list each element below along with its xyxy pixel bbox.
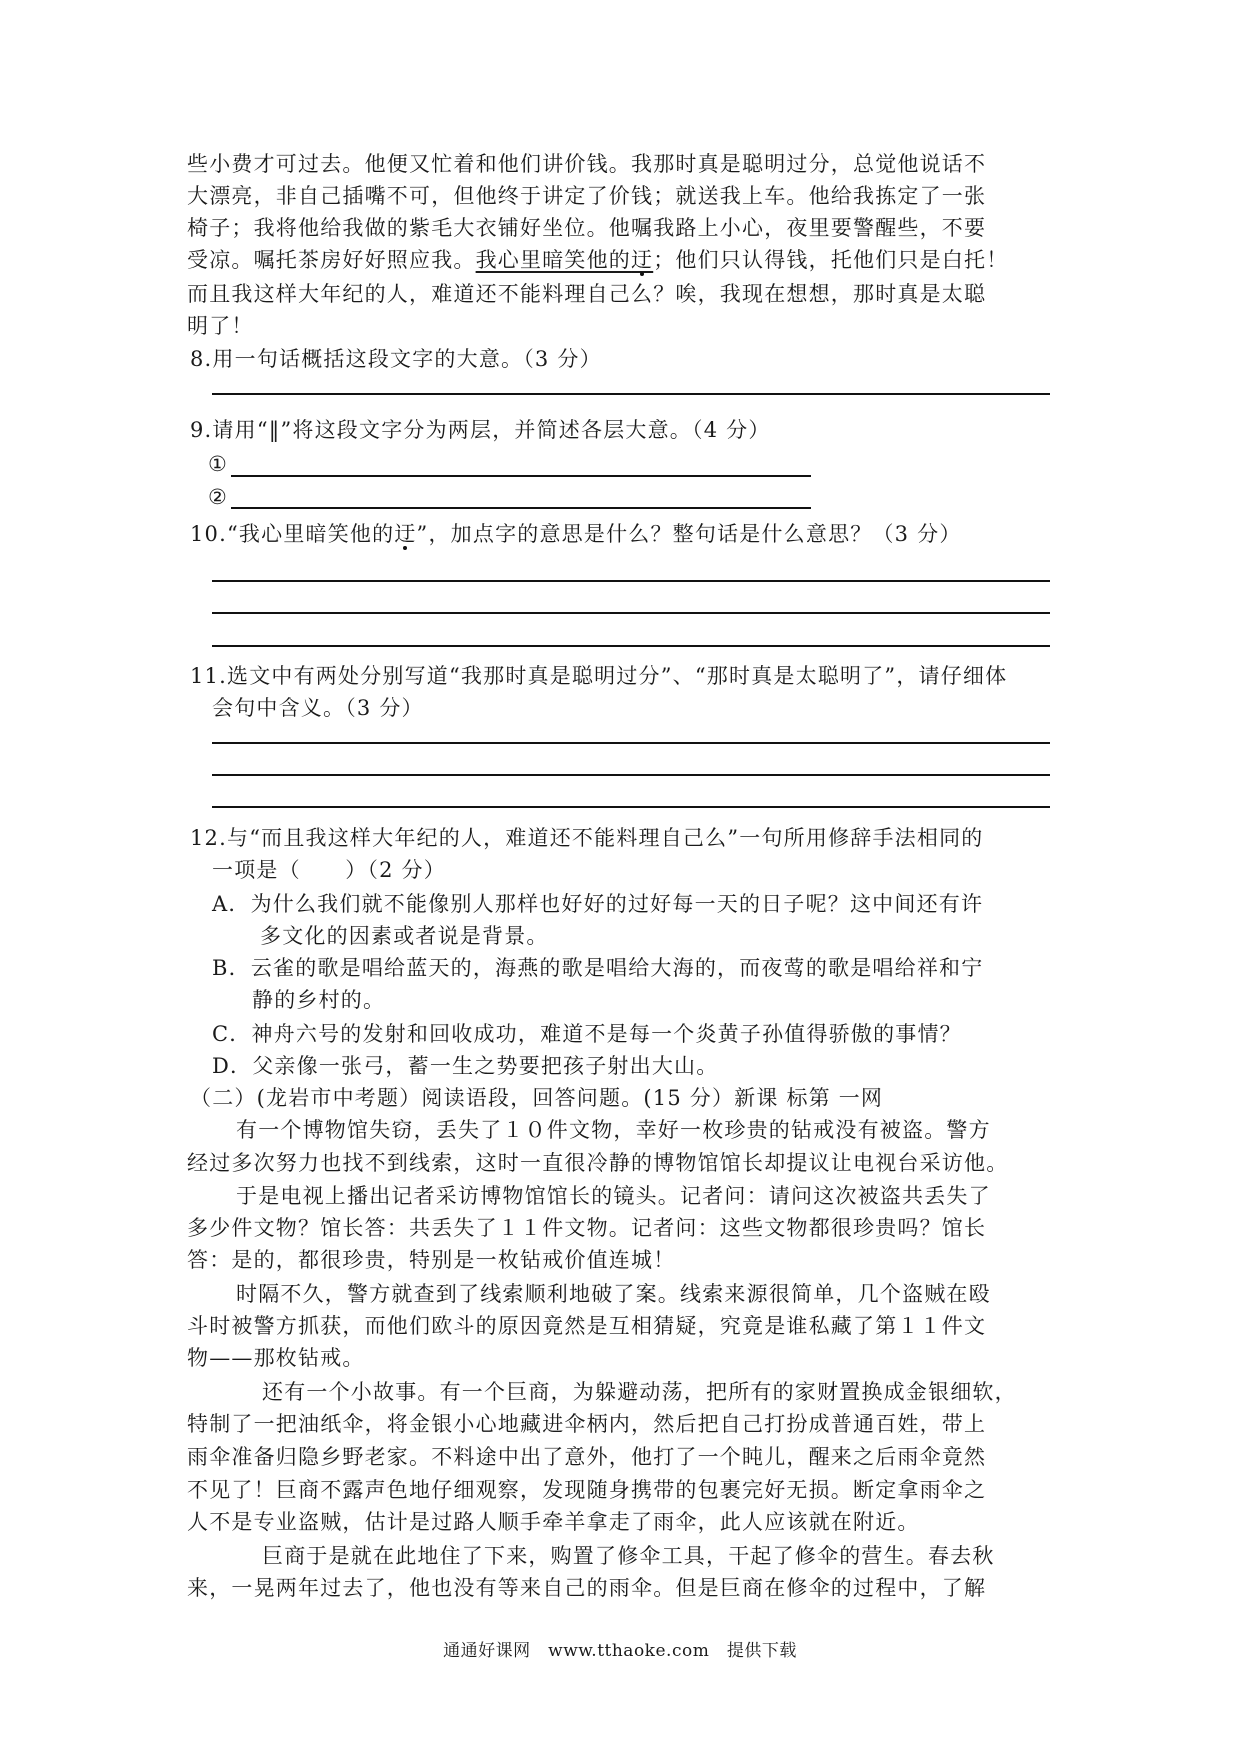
paragraph-line: 答：是的，都很珍贵，特别是一枚钻戒价值连城！ <box>187 1248 676 1272</box>
answer-line[interactable] <box>212 806 1050 808</box>
passage-line <box>187 244 1008 276</box>
question-12-continued: 一项是（ ）（2 分） <box>212 858 446 882</box>
dotted-character: 迂 <box>631 248 654 272</box>
option-c[interactable]: C．神舟六号的发射和回收成功，难道不是每一个炎黄子孙值得骄傲的事情？ <box>212 1022 962 1046</box>
paragraph-line: 有一个博物馆失窃，丢失了１０件文物，幸好一枚珍贵的钻戒没有被盗。警方 <box>236 1118 991 1142</box>
answer-line[interactable] <box>231 475 811 477</box>
question-8: 8.用一句话概括这段文字的大意。（3 分） <box>190 347 602 371</box>
passage-line: 些小费才可过去。他便又忙着和他们讲价钱。我那时真是聪明过分，总觉他说话不 <box>187 152 987 176</box>
passage-line: 明了！ <box>187 314 254 338</box>
paragraph-line: 时隔不久，警方就查到了线索顺利地破了案。线索来源很简单，几个盗贼在殴 <box>236 1282 991 1306</box>
answer-line[interactable] <box>212 580 1050 582</box>
passage-text: ；他们只认得钱，托他们只是白托！ <box>653 248 1009 272</box>
answer-label: ② <box>208 485 229 509</box>
passage-line: 大漂亮，非自己插嘴不可，但他终于讲定了价钱；就送我上车。他给我拣定了一张 <box>187 184 987 208</box>
paragraph-line: 多少件文物？馆长答：共丢失了１１件文物。记者问：这些文物都很珍贵吗？馆长 <box>187 1216 987 1240</box>
page-footer: 通通好课网 www.tthaoke.com 提供下载 <box>443 1641 797 1661</box>
answer-line[interactable] <box>212 742 1050 744</box>
question-12: 12.与“而且我这样大年纪的人，难道还不能料理自己么”一句所用修辞手法相同的 <box>190 826 984 850</box>
underlined-text: 我心里暗笑他的 <box>475 248 632 272</box>
paragraph-line: 雨伞准备归隐乡野老家。不料途中出了意外，他打了一个盹儿，醒来之后雨伞竟然 <box>187 1445 987 1469</box>
answer-line[interactable] <box>212 393 1050 395</box>
question-11-continued: 会句中含义。（3 分） <box>212 696 424 720</box>
passage-line: 而且我这样大年纪的人，难道还不能料理自己么？唉，我现在想想，那时真是太聪 <box>187 282 987 306</box>
option-a[interactable]: A．为什么我们就不能像别人那样也好好的过好每一天的日子呢？这中间还有许 <box>212 892 984 916</box>
answer-label: ① <box>208 452 229 476</box>
paragraph-line: 来，一晃两年过去了，他也没有等来自己的雨伞。但是巨商在修伞的过程中，了解 <box>187 1576 987 1600</box>
paragraph-line: 巨商于是就在此地住了下来，购置了修伞工具，干起了修伞的营生。春去秋 <box>262 1544 995 1568</box>
dotted-character: 迂 <box>394 522 417 546</box>
passage-text: 受凉。嘱托茶房好好照应我。 <box>187 248 476 272</box>
answer-line[interactable] <box>212 774 1050 776</box>
question-9: 9.请用“‖”将这段文字分为两层，并简述各层大意。（4 分） <box>190 418 771 442</box>
answer-line[interactable] <box>231 507 811 509</box>
paragraph-line: 于是电视上播出记者采访博物馆馆长的镜头。记者问：请问这次被盗共丢失了 <box>236 1184 991 1208</box>
underlined-sentence <box>476 248 654 272</box>
option-a-continued: 多文化的因素或者说是背景。 <box>260 924 549 948</box>
paragraph-line: 物——那枚钻戒。 <box>187 1346 365 1370</box>
paragraph-line: 经过多次努力也找不到线索，这时一直很冷静的博物馆馆长却提议让电视台采访他。 <box>187 1151 1009 1175</box>
paragraph-line: 特制了一把油纸伞，将金银小心地藏进伞柄内，然后把自己打扮成普通百姓，带上 <box>187 1412 987 1436</box>
paragraph-line: 不见了！巨商不露声色地仔细观察，发现随身携带的包裹完好无损。断定拿雨伞之 <box>187 1478 987 1502</box>
section-heading: （二）(龙岩市中考题）阅读语段，回答问题。(15 分）新课 标第 一网 <box>190 1086 884 1110</box>
answer-line[interactable] <box>212 612 1050 614</box>
answer-line[interactable] <box>212 645 1050 647</box>
option-d[interactable]: D．父亲像一张弓，蓄一生之势要把孩子射出大山。 <box>212 1054 719 1078</box>
question-10 <box>190 518 962 550</box>
option-b-continued: 静的乡村的。 <box>252 988 386 1012</box>
question-text: 10.“我心里暗笑他的 <box>190 522 395 546</box>
paragraph-line: 斗时被警方抓获，而他们欧斗的原因竟然是互相猜疑，究竟是谁私藏了第１１件文 <box>187 1314 987 1338</box>
passage-line: 椅子；我将他给我做的紫毛大衣铺好坐位。他嘱我路上小心，夜里要警醒些，不要 <box>187 216 987 240</box>
question-11: 11.选文中有两处分别写道“我那时真是聪明过分”、“那时真是太聪明了”，请仔细体 <box>190 664 1008 688</box>
option-b[interactable]: B．云雀的歌是唱给蓝天的，海燕的歌是唱给大海的，而夜莺的歌是唱给祥和宁 <box>212 956 984 980</box>
paragraph-line: 人不是专业盗贼，估计是过路人顺手牵羊拿走了雨伞，此人应该就在附近。 <box>187 1510 920 1534</box>
question-text: ”，加点字的意思是什么？整句话是什么意思？（3 分） <box>416 522 962 546</box>
paragraph-line: 还有一个小故事。有一个巨商，为躲避动荡，把所有的家财置换成金银细软， <box>262 1380 1017 1404</box>
